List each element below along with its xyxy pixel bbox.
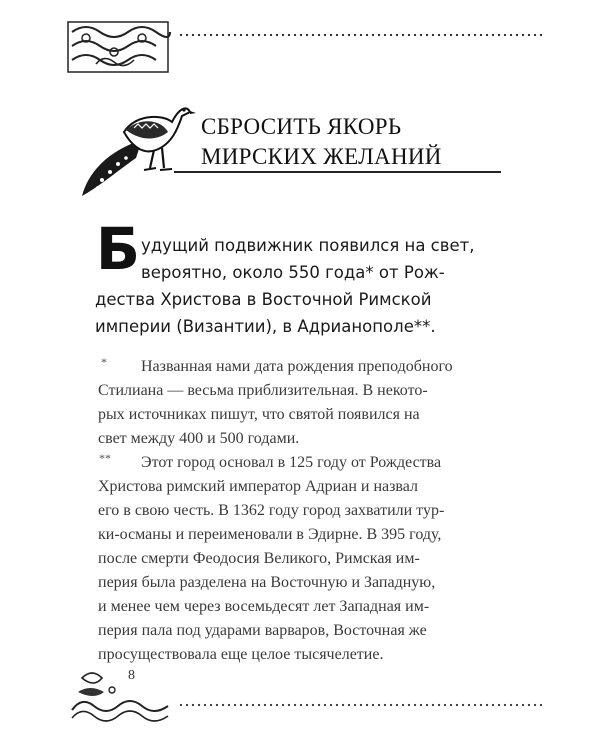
- footnote-1-line: свет между 400 и 500 годами.: [98, 430, 300, 447]
- main-text-line-1: удущий подвижник появился на свет,: [141, 236, 475, 255]
- footnote-1-line: Стилиана — весьма приблизительная. В некото-: [98, 382, 428, 399]
- top-ornament-icon: [66, 18, 172, 76]
- drop-cap: Б: [95, 215, 141, 283]
- footnote-2-line: перия была разделена на Восточную и Западную,: [98, 574, 436, 591]
- top-dotted-rule: [178, 33, 546, 37]
- bottom-dotted-rule: [178, 703, 546, 707]
- footnote-1-line: Названная нами дата рождения преподобного: [141, 358, 453, 375]
- title-underline: [174, 171, 501, 173]
- footnote-2-line: после смерти Феодосия Великого, Римская им-: [98, 550, 420, 567]
- main-text-line-4: империи (Византии), в Адрианополе**.: [95, 317, 436, 336]
- footnote-2-line: перия пала под ударами варваров, Восточная же: [98, 622, 427, 639]
- page-number: 8: [128, 668, 135, 683]
- chapter-title-line2: МИРСКИХ ЖЕЛАНИЙ: [201, 144, 442, 169]
- footnote-2-line: просуществовала еще целое тысячелетие.: [98, 646, 384, 663]
- chapter-title-line1: СБРОСИТЬ ЯКОРЬ: [201, 114, 402, 139]
- footnote-2-line: его в свою честь. В 1362 году город захватили тур-: [98, 502, 445, 519]
- bird-icon: [76, 92, 196, 202]
- chapter-title: [201, 112, 521, 172]
- main-text-line-2: вероятно, около 550 года* от Рож-: [141, 263, 445, 282]
- footnote-2-line: Христова римский император Адриан и назвал: [98, 478, 418, 495]
- footnote-2-marker: **: [99, 451, 111, 465]
- main-text-line-3: дества Христова в Восточной Римской: [95, 290, 432, 309]
- footnote-1-line: рых источниках пишут, что святой появился на: [98, 406, 420, 423]
- footnote-2-line: Этот город основал в 125 году от Рождества: [141, 454, 442, 471]
- footnote-2-line: ки-османы и переименовали в Эдирне. В 395 году,: [98, 526, 442, 543]
- footnote-1-marker: *: [101, 355, 107, 369]
- bottom-ornament-icon: [68, 666, 172, 722]
- footnote-2-line: и менее чем через восемьдесят лет Западная им-: [98, 598, 430, 615]
